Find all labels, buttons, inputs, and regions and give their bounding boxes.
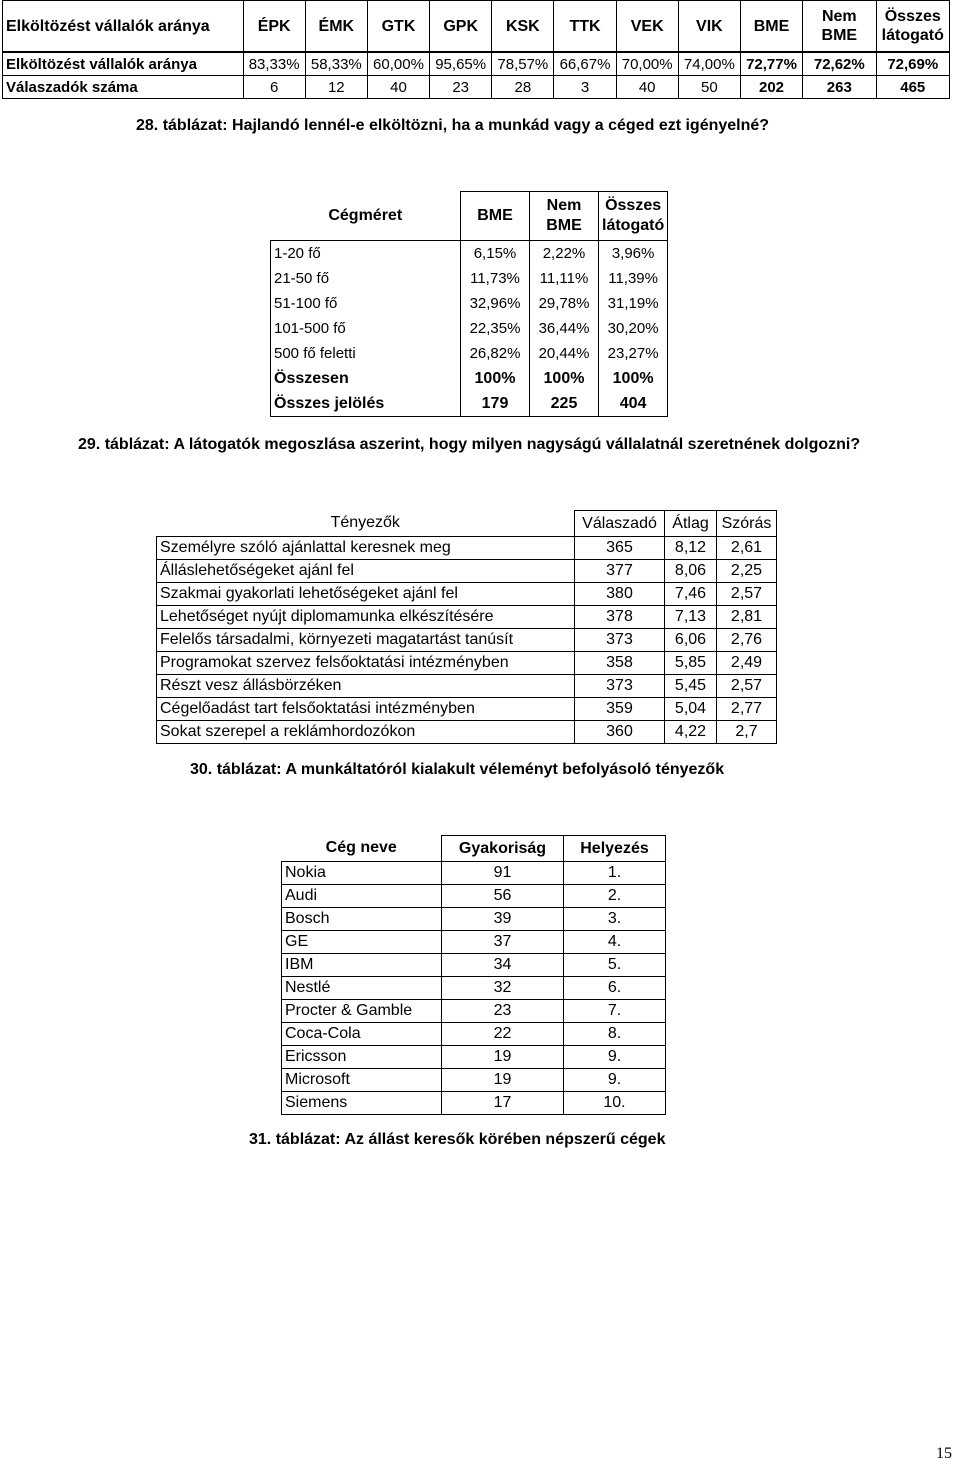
table-cell: Álláslehetőségeket ajánl fel bbox=[157, 560, 575, 583]
table-row bbox=[157, 675, 777, 698]
table-cell: 29,78% bbox=[530, 291, 599, 316]
table-cell: 465 bbox=[876, 76, 950, 99]
table-cell: Sokat szerepel a reklámhordozókon bbox=[157, 721, 575, 744]
table-28-header-cell: ÉPK bbox=[243, 1, 305, 53]
table-cell: Procter & Gamble bbox=[282, 1000, 442, 1023]
table-30 bbox=[156, 510, 777, 744]
table-cell: 50 bbox=[678, 76, 740, 99]
table-cell: 12 bbox=[305, 76, 367, 99]
table-cell: 66,67% bbox=[554, 52, 616, 76]
table-row bbox=[282, 1092, 666, 1115]
table-cell: Részt vesz állásbörzéken bbox=[157, 675, 575, 698]
table-29-header-cell: Cégméret bbox=[271, 192, 461, 241]
table-cell: 2,49 bbox=[717, 652, 777, 675]
table-cell: Coca-Cola bbox=[282, 1023, 442, 1046]
table-cell: 7,46 bbox=[665, 583, 717, 606]
table-29 bbox=[270, 191, 668, 417]
table-cell: 58,33% bbox=[305, 52, 367, 76]
table-30-caption: 30. táblázat: A munkáltatóról kialakult véleményt befolyásoló tényezők bbox=[190, 761, 725, 778]
table-cell: 4. bbox=[564, 931, 666, 954]
table-cell: 1-20 fő bbox=[271, 241, 461, 267]
table-row bbox=[282, 977, 666, 1000]
table-row bbox=[282, 862, 666, 885]
table-cell: 1. bbox=[564, 862, 666, 885]
table-cell: 8,12 bbox=[665, 537, 717, 560]
table-cell: 95,65% bbox=[430, 52, 492, 76]
table-cell: 17 bbox=[442, 1092, 564, 1115]
table-row-total bbox=[271, 366, 668, 391]
table-row bbox=[157, 583, 777, 606]
table-cell: 380 bbox=[575, 583, 665, 606]
table-cell: 91 bbox=[442, 862, 564, 885]
table-cell: 5. bbox=[564, 954, 666, 977]
table-cell: 5,45 bbox=[665, 675, 717, 698]
table-row bbox=[282, 1069, 666, 1092]
table-cell: 74,00% bbox=[678, 52, 740, 76]
table-cell: 2,7 bbox=[717, 721, 777, 744]
table-row bbox=[282, 908, 666, 931]
table-cell: 11,39% bbox=[599, 266, 668, 291]
table-row bbox=[157, 560, 777, 583]
table-cell: 500 fő feletti bbox=[271, 341, 461, 366]
table-cell: 2,77 bbox=[717, 698, 777, 721]
table-28-header-cell: GPK bbox=[430, 1, 492, 53]
table-cell: 2,76 bbox=[717, 629, 777, 652]
table-cell: 2,61 bbox=[717, 537, 777, 560]
table-cell: 100% bbox=[530, 366, 599, 391]
table-row bbox=[271, 341, 668, 366]
table-row bbox=[3, 52, 950, 76]
table-28-header-cell: VIK bbox=[678, 1, 740, 53]
row-label: Elköltözést vállalók aránya bbox=[3, 52, 244, 76]
table-row bbox=[3, 76, 950, 99]
table-cell: 30,20% bbox=[599, 316, 668, 341]
table-31 bbox=[281, 835, 666, 1115]
table-cell: 5,04 bbox=[665, 698, 717, 721]
table-29-header-cell: BME bbox=[461, 192, 530, 241]
table-cell: 32,96% bbox=[461, 291, 530, 316]
table-cell: 34 bbox=[442, 954, 564, 977]
table-row bbox=[157, 606, 777, 629]
table-cell: Összesen bbox=[271, 366, 461, 391]
table-31-header-row bbox=[282, 836, 666, 862]
table-29-header-cell: Nem BME bbox=[530, 192, 599, 241]
table-row bbox=[271, 291, 668, 316]
table-cell: 22 bbox=[442, 1023, 564, 1046]
table-30-header-cell: Tényezők bbox=[157, 511, 575, 537]
table-cell: 3,96% bbox=[599, 241, 668, 267]
table-row bbox=[157, 652, 777, 675]
table-cell: 11,11% bbox=[530, 266, 599, 291]
table-cell: 377 bbox=[575, 560, 665, 583]
table-31-header-cell: Helyezés bbox=[564, 836, 666, 862]
table-cell: 31,19% bbox=[599, 291, 668, 316]
table-cell: 2,57 bbox=[717, 583, 777, 606]
table-cell: 358 bbox=[575, 652, 665, 675]
table-28-header-cell: TTK bbox=[554, 1, 616, 53]
table-cell: 2. bbox=[564, 885, 666, 908]
table-30-header-cell: Válaszadó bbox=[575, 511, 665, 537]
table-cell: 3 bbox=[554, 76, 616, 99]
table-cell: 2,81 bbox=[717, 606, 777, 629]
table-cell: 373 bbox=[575, 675, 665, 698]
table-cell: 70,00% bbox=[616, 52, 678, 76]
table-cell: Cégelőadást tart felsőoktatási intézményben bbox=[157, 698, 575, 721]
table-cell: 10. bbox=[564, 1092, 666, 1115]
table-28-header-row bbox=[3, 1, 950, 53]
table-cell: Ericsson bbox=[282, 1046, 442, 1069]
table-cell: 202 bbox=[740, 76, 802, 99]
table-cell: 8. bbox=[564, 1023, 666, 1046]
table-cell: 225 bbox=[530, 391, 599, 417]
table-cell: 6 bbox=[243, 76, 305, 99]
table-28-header-cell: KSK bbox=[492, 1, 554, 53]
table-cell: Nokia bbox=[282, 862, 442, 885]
table-row bbox=[282, 885, 666, 908]
table-cell: 378 bbox=[575, 606, 665, 629]
table-cell: 83,33% bbox=[243, 52, 305, 76]
table-cell: 4,22 bbox=[665, 721, 717, 744]
table-cell: 39 bbox=[442, 908, 564, 931]
table-cell: 101-500 fő bbox=[271, 316, 461, 341]
table-28-caption: 28. táblázat: Hajlandó lennél-e elköltözni, ha a munkád vagy a céged ezt igényelné? bbox=[136, 117, 770, 134]
table-cell: 100% bbox=[461, 366, 530, 391]
table-cell: 9. bbox=[564, 1046, 666, 1069]
table-28-header-cell: Összes látogató bbox=[876, 1, 950, 53]
table-row bbox=[282, 1023, 666, 1046]
table-cell: 6,15% bbox=[461, 241, 530, 267]
table-row bbox=[282, 1000, 666, 1023]
table-cell: 6. bbox=[564, 977, 666, 1000]
table-cell: Programokat szervez felsőoktatási intézményben bbox=[157, 652, 575, 675]
table-cell: Összes jelölés bbox=[271, 391, 461, 417]
table-cell: 179 bbox=[461, 391, 530, 417]
table-cell: 2,22% bbox=[530, 241, 599, 267]
table-28 bbox=[2, 0, 950, 99]
table-row bbox=[282, 954, 666, 977]
table-row bbox=[271, 241, 668, 267]
table-31-header-cell: Gyakoriság bbox=[442, 836, 564, 862]
table-row bbox=[282, 931, 666, 954]
table-cell: 72,77% bbox=[740, 52, 802, 76]
table-cell: 5,85 bbox=[665, 652, 717, 675]
table-cell: 21-50 fő bbox=[271, 266, 461, 291]
table-cell: 36,44% bbox=[530, 316, 599, 341]
table-cell: 100% bbox=[599, 366, 668, 391]
table-28-header-cell: BME bbox=[740, 1, 802, 53]
table-cell: 7,13 bbox=[665, 606, 717, 629]
table-cell: GE bbox=[282, 931, 442, 954]
table-cell: Személyre szóló ajánlattal keresnek meg bbox=[157, 537, 575, 560]
table-cell: 56 bbox=[442, 885, 564, 908]
table-cell: 22,35% bbox=[461, 316, 530, 341]
table-cell: 19 bbox=[442, 1069, 564, 1092]
table-cell: 28 bbox=[492, 76, 554, 99]
page-number: 15 bbox=[936, 1445, 952, 1462]
table-cell: 2,25 bbox=[717, 560, 777, 583]
table-cell: 2,57 bbox=[717, 675, 777, 698]
table-cell: Bosch bbox=[282, 908, 442, 931]
table-29-header-cell: Összes látogató bbox=[599, 192, 668, 241]
table-cell: 23 bbox=[430, 76, 492, 99]
table-cell: 37 bbox=[442, 931, 564, 954]
table-row-total bbox=[271, 391, 668, 417]
table-cell: 23,27% bbox=[599, 341, 668, 366]
table-cell: Microsoft bbox=[282, 1069, 442, 1092]
table-cell: 20,44% bbox=[530, 341, 599, 366]
table-cell: 40 bbox=[367, 76, 429, 99]
table-31-caption: 31. táblázat: Az állást keresők körében népszerű cégek bbox=[249, 1131, 666, 1148]
table-30-header-cell: Átlag bbox=[665, 511, 717, 537]
table-28-header-cell: Elköltözést vállalók aránya bbox=[3, 1, 244, 53]
row-label: Válaszadók száma bbox=[3, 76, 244, 99]
table-cell: 360 bbox=[575, 721, 665, 744]
table-row bbox=[271, 316, 668, 341]
table-cell: 32 bbox=[442, 977, 564, 1000]
table-cell: 404 bbox=[599, 391, 668, 417]
table-cell: 6,06 bbox=[665, 629, 717, 652]
table-row bbox=[157, 537, 777, 560]
table-cell: IBM bbox=[282, 954, 442, 977]
table-row bbox=[157, 721, 777, 744]
table-cell: Audi bbox=[282, 885, 442, 908]
table-cell: 9. bbox=[564, 1069, 666, 1092]
table-cell: 23 bbox=[442, 1000, 564, 1023]
table-cell: 359 bbox=[575, 698, 665, 721]
table-cell: 60,00% bbox=[367, 52, 429, 76]
table-cell: 72,69% bbox=[876, 52, 950, 76]
table-cell: Nestlé bbox=[282, 977, 442, 1000]
table-cell: 72,62% bbox=[803, 52, 876, 76]
table-cell: Lehetőséget nyújt diplomamunka elkészítésére bbox=[157, 606, 575, 629]
table-cell: 3. bbox=[564, 908, 666, 931]
table-cell: 8,06 bbox=[665, 560, 717, 583]
table-cell: 373 bbox=[575, 629, 665, 652]
table-28-header-cell: VEK bbox=[616, 1, 678, 53]
table-cell: 40 bbox=[616, 76, 678, 99]
table-cell: Felelős társadalmi, környezeti magatartást tanúsít bbox=[157, 629, 575, 652]
table-cell: 51-100 fő bbox=[271, 291, 461, 316]
table-cell: 26,82% bbox=[461, 341, 530, 366]
table-28-header-cell: GTK bbox=[367, 1, 429, 53]
table-row bbox=[157, 629, 777, 652]
table-29-caption: 29. táblázat: A látogatók megoszlása aszerint, hogy milyen nagyságú vállalatnál szeretnének dolgozni? bbox=[78, 436, 861, 453]
table-row bbox=[271, 266, 668, 291]
table-30-header-cell: Szórás bbox=[717, 511, 777, 537]
table-row bbox=[282, 1046, 666, 1069]
table-cell: Siemens bbox=[282, 1092, 442, 1115]
table-29-header-row bbox=[271, 192, 668, 241]
table-30-header-row bbox=[157, 511, 777, 537]
table-cell: Szakmai gyakorlati lehetőségeket ajánl fel bbox=[157, 583, 575, 606]
table-28-header-cell: ÉMK bbox=[305, 1, 367, 53]
table-28-header-cell: Nem BME bbox=[803, 1, 876, 53]
table-cell: 19 bbox=[442, 1046, 564, 1069]
table-cell: 365 bbox=[575, 537, 665, 560]
table-cell: 263 bbox=[803, 76, 876, 99]
table-31-header-cell: Cég neve bbox=[282, 836, 442, 862]
table-row bbox=[157, 698, 777, 721]
table-cell: 7. bbox=[564, 1000, 666, 1023]
table-cell: 78,57% bbox=[492, 52, 554, 76]
table-cell: 11,73% bbox=[461, 266, 530, 291]
